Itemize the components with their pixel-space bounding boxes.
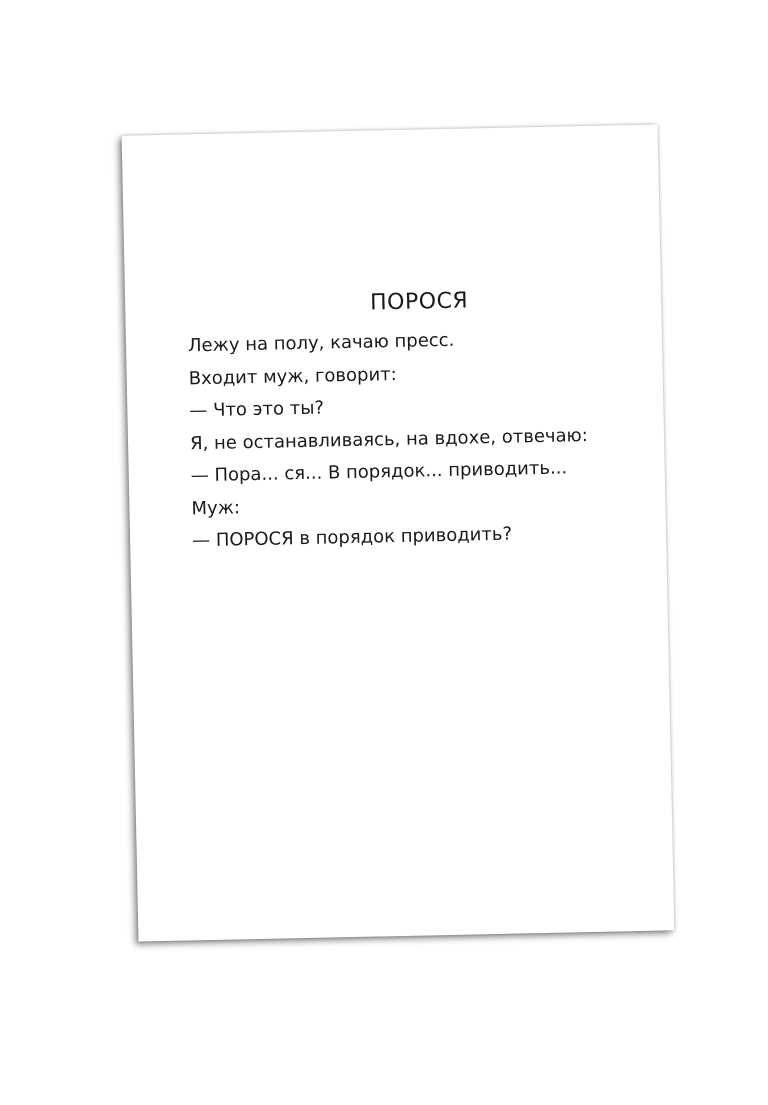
text-line: Муж: bbox=[191, 496, 241, 519]
document-content bbox=[187, 285, 633, 563]
text-line: — ПОРОСЯ в порядок приводить? bbox=[191, 523, 513, 552]
document-page bbox=[122, 124, 675, 941]
text-line: Входит муж, говорит: bbox=[188, 363, 397, 389]
text-line: Лежу на полу, качаю пресс. bbox=[187, 329, 455, 357]
text-line: — Пора... ся... В порядок... приводить... bbox=[190, 457, 568, 487]
document-title: ПОРОСЯ bbox=[369, 288, 469, 316]
text-line: — Что это ты? bbox=[189, 397, 325, 422]
text-line: Я, не останавливаясь, на вдохе, отвечаю: bbox=[189, 424, 589, 454]
